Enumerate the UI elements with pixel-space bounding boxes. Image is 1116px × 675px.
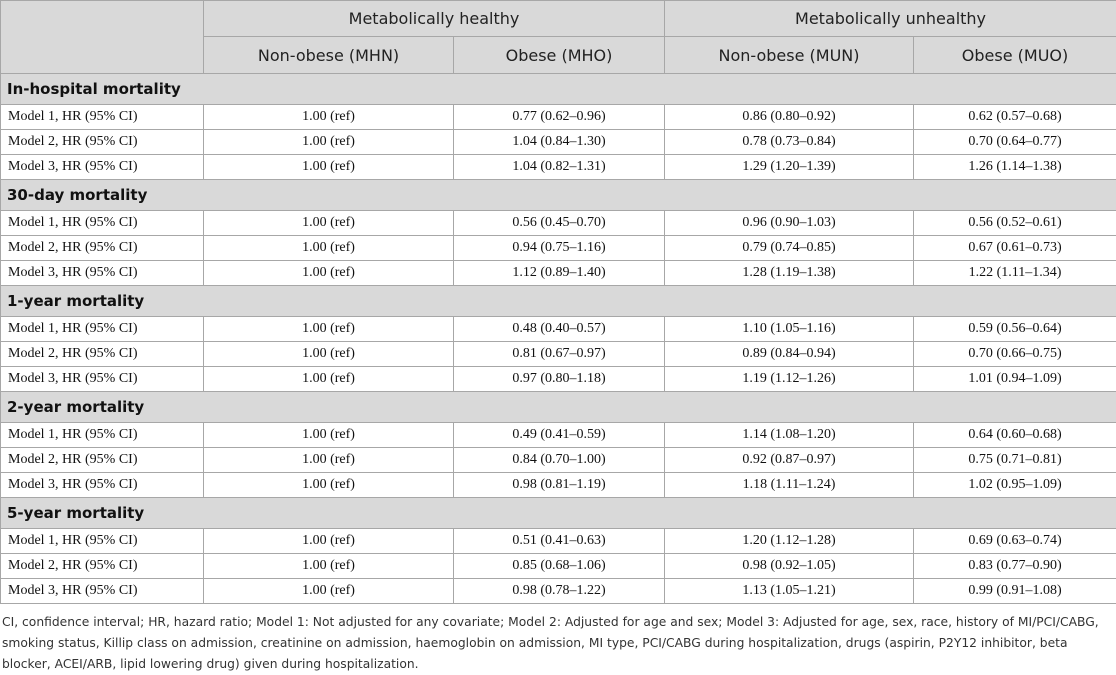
cell-mho: 1.04 (0.82–1.31)	[454, 155, 665, 180]
table-row	[1, 529, 1116, 554]
cell-mho: 0.48 (0.40–0.57)	[454, 317, 665, 342]
header-group-healthy: Metabolically healthy	[204, 1, 665, 37]
table-row	[1, 579, 1116, 604]
cell-mun: 1.18 (1.11–1.24)	[665, 473, 914, 498]
cell-muo: 0.70 (0.64–0.77)	[914, 130, 1116, 155]
row-label: Model 1, HR (95% CI)	[1, 105, 204, 130]
cell-mhn: 1.00 (ref)	[204, 211, 454, 236]
cell-mhn: 1.00 (ref)	[204, 448, 454, 473]
cell-mhn: 1.00 (ref)	[204, 236, 454, 261]
cell-mun: 0.96 (0.90–1.03)	[665, 211, 914, 236]
table-row	[1, 211, 1116, 236]
cell-muo: 0.64 (0.60–0.68)	[914, 423, 1116, 448]
row-label: Model 2, HR (95% CI)	[1, 448, 204, 473]
cell-mhn: 1.00 (ref)	[204, 317, 454, 342]
header-col-muo: Obese (MUO)	[914, 37, 1116, 74]
cell-mhn: 1.00 (ref)	[204, 105, 454, 130]
cell-muo: 0.83 (0.77–0.90)	[914, 554, 1116, 579]
table-footnote: CI, confidence interval; HR, hazard ratio; Model 1: Not adjusted for any covariate; Model 2: Adjusted for age and sex; Model 3: Adjusted for age, sex, race, history of MI/PCI/CABG, smoking status, Killip class on admission, creatinine on admission, haemoglobin on admission, MI type, PCI/CABG during hospitalization, drugs (aspirin, P2Y12 inhibitor, beta blocker, ACEI/ARB, lipid lowering drug) given during hospitalization.	[2, 615, 1099, 671]
cell-mhn: 1.00 (ref)	[204, 473, 454, 498]
header-corner-cell	[1, 1, 204, 74]
table-row	[1, 317, 1116, 342]
cell-mun: 0.92 (0.87–0.97)	[665, 448, 914, 473]
row-label: Model 3, HR (95% CI)	[1, 579, 204, 604]
cell-mun: 1.29 (1.20–1.39)	[665, 155, 914, 180]
table-row	[1, 105, 1116, 130]
cell-mho: 0.77 (0.62–0.96)	[454, 105, 665, 130]
table-row	[1, 367, 1116, 392]
cell-mun: 0.86 (0.80–0.92)	[665, 105, 914, 130]
cell-mun: 1.10 (1.05–1.16)	[665, 317, 914, 342]
cell-mho: 0.98 (0.81–1.19)	[454, 473, 665, 498]
cell-mho: 0.94 (0.75–1.16)	[454, 236, 665, 261]
cell-mhn: 1.00 (ref)	[204, 529, 454, 554]
cell-muo: 1.02 (0.95–1.09)	[914, 473, 1116, 498]
cell-mun: 0.79 (0.74–0.85)	[665, 236, 914, 261]
row-label: Model 2, HR (95% CI)	[1, 342, 204, 367]
section-row	[1, 498, 1116, 529]
cell-muo: 1.26 (1.14–1.38)	[914, 155, 1116, 180]
row-label: Model 3, HR (95% CI)	[1, 473, 204, 498]
row-label: Model 2, HR (95% CI)	[1, 554, 204, 579]
cell-mun: 0.89 (0.84–0.94)	[665, 342, 914, 367]
section-row	[1, 74, 1116, 105]
table-row	[1, 554, 1116, 579]
cell-mho: 0.49 (0.41–0.59)	[454, 423, 665, 448]
cell-mho: 0.84 (0.70–1.00)	[454, 448, 665, 473]
cell-muo: 0.62 (0.57–0.68)	[914, 105, 1116, 130]
header-row-groups	[1, 1, 1116, 37]
cell-mho: 0.56 (0.45–0.70)	[454, 211, 665, 236]
row-label: Model 1, HR (95% CI)	[1, 423, 204, 448]
table-row	[1, 473, 1116, 498]
cell-mun: 1.14 (1.08–1.20)	[665, 423, 914, 448]
cell-mun: 1.28 (1.19–1.38)	[665, 261, 914, 286]
cell-mhn: 1.00 (ref)	[204, 155, 454, 180]
section-row	[1, 180, 1116, 211]
table-row	[1, 342, 1116, 367]
row-label: Model 2, HR (95% CI)	[1, 236, 204, 261]
cell-muo: 1.01 (0.94–1.09)	[914, 367, 1116, 392]
row-label: Model 3, HR (95% CI)	[1, 155, 204, 180]
cell-mhn: 1.00 (ref)	[204, 342, 454, 367]
cell-mhn: 1.00 (ref)	[204, 554, 454, 579]
cell-mun: 1.13 (1.05–1.21)	[665, 579, 914, 604]
header-col-mhn: Non-obese (MHN)	[204, 37, 454, 74]
row-label: Model 1, HR (95% CI)	[1, 529, 204, 554]
cell-mhn: 1.00 (ref)	[204, 367, 454, 392]
row-label: Model 1, HR (95% CI)	[1, 317, 204, 342]
row-label: Model 3, HR (95% CI)	[1, 261, 204, 286]
table-row	[1, 423, 1116, 448]
section-title: 1-year mortality	[1, 286, 1116, 317]
section-title: 2-year mortality	[1, 392, 1116, 423]
cell-muo: 0.99 (0.91–1.08)	[914, 579, 1116, 604]
section-title: 30-day mortality	[1, 180, 1116, 211]
cell-mhn: 1.00 (ref)	[204, 261, 454, 286]
table-row	[1, 448, 1116, 473]
cell-muo: 0.56 (0.52–0.61)	[914, 211, 1116, 236]
cell-mhn: 1.00 (ref)	[204, 579, 454, 604]
cell-muo: 0.70 (0.66–0.75)	[914, 342, 1116, 367]
row-label: Model 3, HR (95% CI)	[1, 367, 204, 392]
section-row	[1, 392, 1116, 423]
cell-muo: 0.75 (0.71–0.81)	[914, 448, 1116, 473]
header-col-mho: Obese (MHO)	[454, 37, 665, 74]
cell-mho: 0.98 (0.78–1.22)	[454, 579, 665, 604]
table-row	[1, 261, 1116, 286]
cell-mho: 0.51 (0.41–0.63)	[454, 529, 665, 554]
cell-muo: 0.67 (0.61–0.73)	[914, 236, 1116, 261]
section-title: 5-year mortality	[1, 498, 1116, 529]
table-row	[1, 130, 1116, 155]
cell-muo: 0.59 (0.56–0.64)	[914, 317, 1116, 342]
cell-mho: 0.85 (0.68–1.06)	[454, 554, 665, 579]
cell-mho: 1.12 (0.89–1.40)	[454, 261, 665, 286]
table-row	[1, 236, 1116, 261]
cell-muo: 0.69 (0.63–0.74)	[914, 529, 1116, 554]
header-col-mun: Non-obese (MUN)	[665, 37, 914, 74]
table-row	[1, 155, 1116, 180]
cell-mho: 1.04 (0.84–1.30)	[454, 130, 665, 155]
cell-mun: 1.20 (1.12–1.28)	[665, 529, 914, 554]
cell-mun: 1.19 (1.12–1.26)	[665, 367, 914, 392]
cell-mho: 0.81 (0.67–0.97)	[454, 342, 665, 367]
cell-mho: 0.97 (0.80–1.18)	[454, 367, 665, 392]
cell-mun: 0.78 (0.73–0.84)	[665, 130, 914, 155]
cell-muo: 1.22 (1.11–1.34)	[914, 261, 1116, 286]
header-group-unhealthy: Metabolically unhealthy	[665, 1, 1116, 37]
section-title: In-hospital mortality	[1, 74, 1116, 105]
cell-mhn: 1.00 (ref)	[204, 130, 454, 155]
table-header	[1, 1, 1116, 74]
row-label: Model 1, HR (95% CI)	[1, 211, 204, 236]
cell-mhn: 1.00 (ref)	[204, 423, 454, 448]
cell-mun: 0.98 (0.92–1.05)	[665, 554, 914, 579]
row-label: Model 2, HR (95% CI)	[1, 130, 204, 155]
section-row	[1, 286, 1116, 317]
table-body	[1, 74, 1116, 604]
